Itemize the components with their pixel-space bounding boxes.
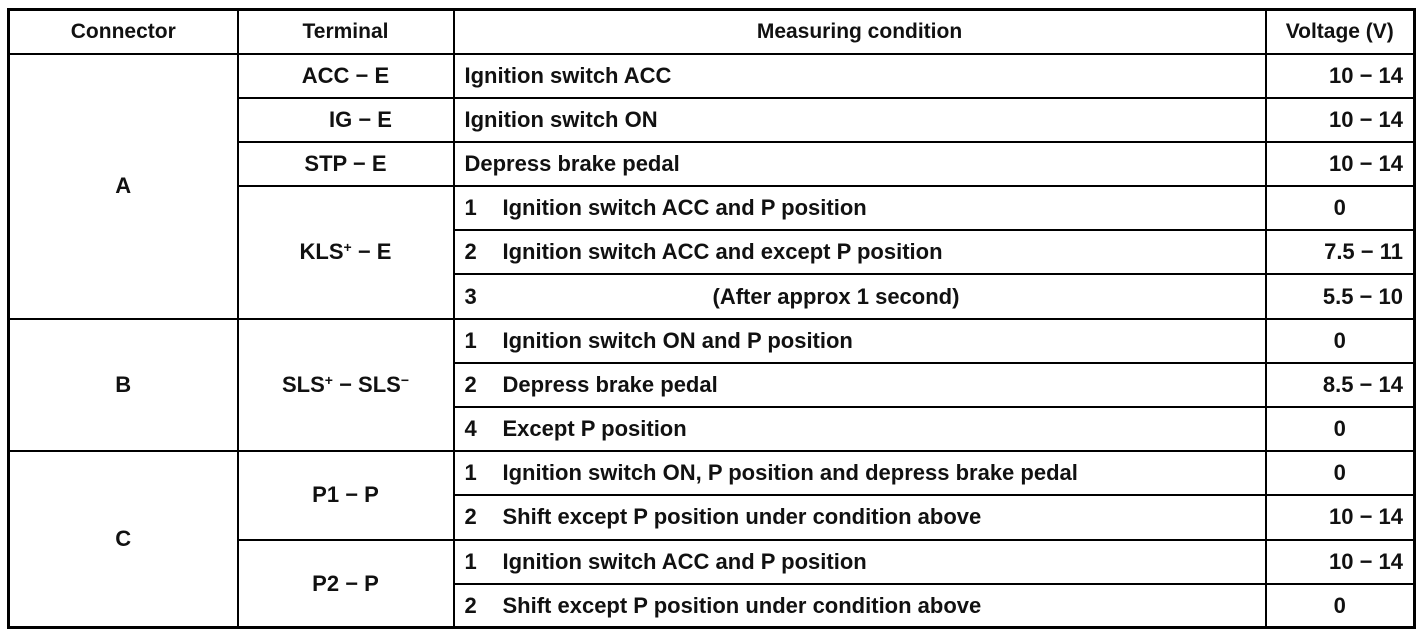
condition-number: 3 (464, 283, 477, 309)
condition-number: 2 (464, 239, 477, 265)
condition-cell (454, 584, 1266, 628)
voltage-cell: 8.5 − 14 (1266, 363, 1415, 407)
voltage-cell: 0 (1266, 319, 1415, 363)
terminal-cell: IG − E (238, 98, 454, 142)
condition-cell (454, 407, 1266, 451)
condition-text: Ignition switch ACC (464, 62, 672, 88)
header-measuring-condition: Measuring condition (454, 10, 1266, 54)
header-connector: Connector (9, 10, 238, 54)
voltage-cell: 10 − 14 (1266, 54, 1415, 98)
voltage-cell: 10 − 14 (1266, 98, 1415, 142)
voltage-spec-table (7, 8, 1416, 629)
condition-text: Depress brake pedal (502, 371, 718, 397)
condition-number: 1 (464, 548, 477, 574)
terminal-cell: ACC − E (238, 54, 454, 98)
condition-number: 2 (464, 504, 477, 530)
terminal-cell (238, 186, 454, 319)
condition-text: Shift except P position under condition above (502, 592, 982, 618)
condition-text: Ignition switch ACC and except P position (502, 239, 943, 265)
condition-text: Ignition switch ON (464, 106, 658, 132)
condition-number: 2 (464, 592, 477, 618)
terminal-cell (238, 319, 454, 452)
condition-cell (454, 186, 1266, 230)
connector-cell: B (9, 319, 238, 452)
superscript-minus: − (400, 371, 410, 388)
condition-number: 1 (464, 460, 477, 486)
header-terminal: Terminal (238, 10, 454, 54)
condition-text: Ignition switch ON, P position and depress brake pedal (502, 460, 1078, 486)
condition-number: 4 (464, 416, 477, 442)
condition-cell (454, 274, 1266, 318)
condition-cell (454, 230, 1266, 274)
voltage-cell: 10 − 14 (1266, 142, 1415, 186)
condition-cell (454, 363, 1266, 407)
voltage-cell: 0 (1266, 407, 1415, 451)
condition-cell (454, 54, 1266, 98)
condition-cell (454, 142, 1266, 186)
condition-text: Ignition switch ACC and P position (502, 195, 867, 221)
condition-cell (454, 319, 1266, 363)
condition-number: 1 (464, 327, 477, 353)
condition-cell (454, 540, 1266, 584)
voltage-cell: 5.5 − 10 (1266, 274, 1415, 318)
voltage-cell: 10 − 14 (1266, 495, 1415, 539)
condition-number: 1 (464, 195, 477, 221)
terminal-cell: P1 − P (238, 451, 454, 539)
terminal-kls-suffix: − E (351, 239, 392, 265)
header-row (9, 10, 1415, 54)
terminal-sls-suffix: − SLS (332, 371, 401, 397)
terminal-kls-label: KLS (299, 239, 344, 265)
terminal-cell: P2 − P (238, 540, 454, 628)
voltage-cell: 0 (1266, 451, 1415, 495)
connector-cell: A (9, 54, 238, 319)
header-voltage: Voltage (V) (1266, 10, 1415, 54)
voltage-cell: 7.5 − 11 (1266, 230, 1415, 274)
condition-text: Shift except P position under condition above (502, 504, 982, 530)
table-row (9, 319, 1415, 363)
condition-text: Except P position (502, 416, 687, 442)
condition-cell (454, 98, 1266, 142)
condition-text: Ignition switch ACC and P position (502, 548, 867, 574)
condition-cell (454, 495, 1266, 539)
table-row (9, 451, 1415, 495)
condition-text: Depress brake pedal (464, 150, 680, 176)
superscript-plus: + (343, 239, 352, 256)
voltage-cell: 10 − 14 (1266, 540, 1415, 584)
condition-number: 2 (464, 371, 477, 397)
condition-cell (454, 451, 1266, 495)
terminal-cell: STP − E (238, 142, 454, 186)
connector-cell: C (9, 451, 238, 628)
condition-text: (After approx 1 second) (712, 283, 960, 309)
table-row (9, 54, 1415, 98)
superscript-plus: + (324, 371, 333, 388)
voltage-cell: 0 (1266, 584, 1415, 628)
terminal-sls-label: SLS (281, 371, 325, 397)
condition-text: Ignition switch ON and P position (502, 327, 853, 353)
voltage-cell: 0 (1266, 186, 1415, 230)
